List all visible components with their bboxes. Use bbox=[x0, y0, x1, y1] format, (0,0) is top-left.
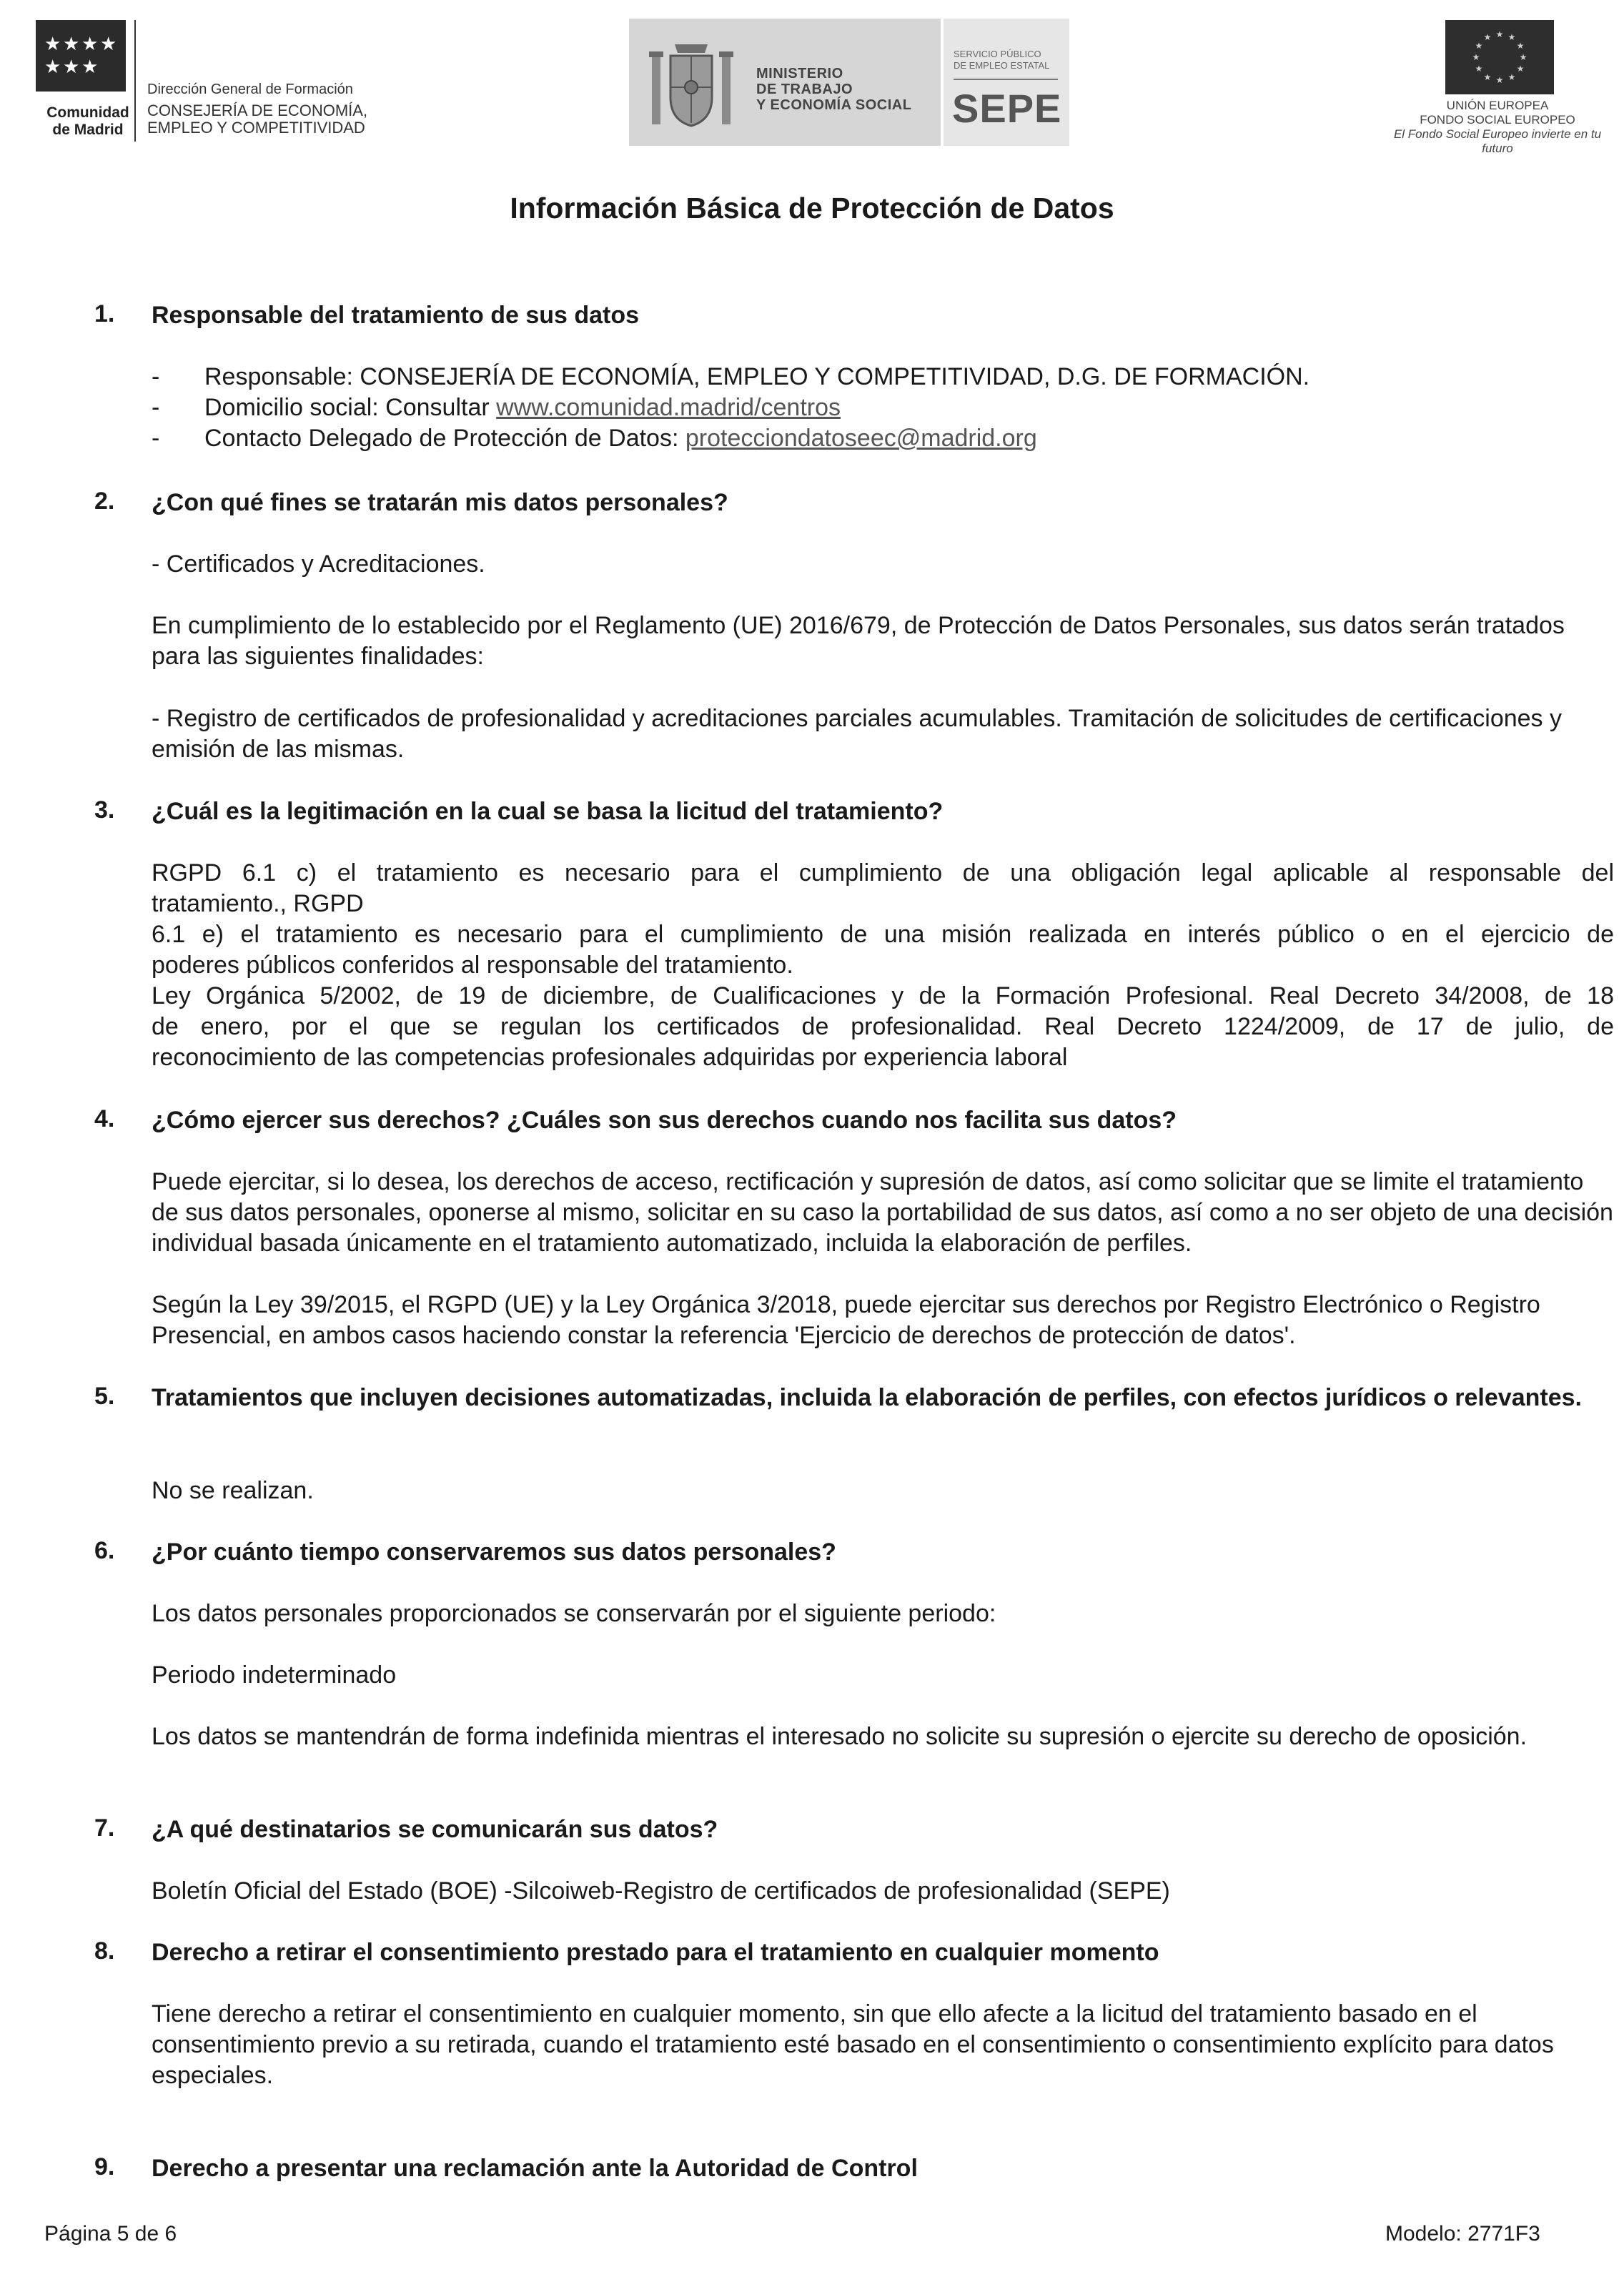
ministerio-name: MINISTERIO DE TRABAJO Y ECONOMÍA SOCIAL bbox=[756, 66, 912, 113]
bullet-dash: - bbox=[152, 394, 160, 421]
spain-coat-of-arms-icon bbox=[649, 34, 733, 130]
section-5-paragraph: No se realizan. bbox=[152, 1477, 314, 1504]
comunidad-madrid-logo bbox=[34, 20, 133, 143]
svg-text:★: ★ bbox=[1475, 64, 1483, 74]
legal-basis-line: reconocimiento de las competencias profesionales adquiridas por experiencia laboral bbox=[152, 1044, 1068, 1071]
responsable-line: Responsable: CONSEJERÍA DE ECONOMÍA, EMPLEO Y COMPETITIVIDAD, D.G. DE FORMACIÓN. bbox=[204, 363, 1310, 390]
section-4-paragraph: Según la Ley 39/2015, el RGPD (UE) y la Ley Orgánica 3/2018, puede ejercitar sus derechos por Registro Electrónico o Registro Presencial, en ambos casos haciendo constar la referencia 'Ejercicio de derechos de protección de datos'. bbox=[152, 1291, 1540, 1349]
svg-text:★: ★ bbox=[1495, 75, 1504, 85]
page-title: Información Básica de Protección de Datos bbox=[510, 192, 1114, 224]
section-4-paragraph: Puede ejercitar, si lo desea, los derechos de acceso, rectificación y supresión de datos, así como solicitar que se limite el tratamiento de sus datos personales, oponerse al mismo, solicitar en su caso la portabilidad de sus datos, así como a no ser objeto de una decisión individual basada únicamente en el tratamiento automatizado, incluida la elaboración de perfiles. bbox=[152, 1168, 1613, 1257]
section-2-heading: ¿Con qué fines se tratarán mis datos personales? bbox=[152, 489, 728, 516]
legal-basis-line: poderes públicos conferidos al responsable del tratamiento. bbox=[152, 952, 793, 979]
section-2-paragraph: - Certificados y Acreditaciones. bbox=[152, 550, 485, 578]
section-2-number: 2. bbox=[94, 488, 115, 515]
section-8-number: 8. bbox=[94, 1937, 115, 1965]
section-6-number: 6. bbox=[94, 1537, 115, 1564]
section-5-heading: Tratamientos que incluyen decisiones automatizadas, incluida la elaboración de perfiles, con efectos jurídicos o relevantes. bbox=[152, 1384, 1582, 1411]
section-1-number: 1. bbox=[94, 300, 115, 327]
domicilio-line: Domicilio social: Consultar www.comunidad.madrid/centros bbox=[204, 394, 841, 421]
section-4-number: 4. bbox=[94, 1105, 115, 1132]
legal-basis-line: Ley Orgánica 5/2002, de 19 de diciembre, de Cualificaciones y de la Formación Profesional. Real Decreto 34/2008, de 18 bbox=[152, 982, 1614, 1009]
section-6-paragraph: Los datos personales proporcionados se conservarán por el siguiente periodo: bbox=[152, 1600, 996, 1627]
svg-text:★: ★ bbox=[1483, 72, 1492, 82]
ministerio-sepe-logo bbox=[629, 19, 1066, 146]
section-3-number: 3. bbox=[94, 796, 115, 824]
contacto-line: Contacto Delegado de Protección de Datos: protecciondatoseec@madrid.org bbox=[204, 425, 1037, 452]
svg-text:★: ★ bbox=[1507, 72, 1516, 82]
section-8-paragraph: Tiene derecho a retirar el consentimiento en cualquier momento, sin que ello afecte a la licitud del tratamiento basado en el consentimiento previo a su retirada, cuando el tratamiento esté basado en el consentimiento o consentimiento explícito para datos especiales. bbox=[152, 2000, 1554, 2089]
svg-text:★: ★ bbox=[1519, 52, 1528, 62]
svg-text:★: ★ bbox=[1516, 64, 1525, 74]
dpo-email-link[interactable]: protecciondatoseec@madrid.org bbox=[685, 425, 1037, 452]
consejeria-text: Dirección General de Formación CONSEJERÍA DE ECONOMÍA, EMPLEO Y COMPETITIVIDAD bbox=[147, 82, 368, 137]
bullet-dash: - bbox=[152, 363, 160, 390]
section-9-heading: Derecho a presentar una reclamación ante la Autoridad de Control bbox=[152, 2155, 918, 2182]
model-code: Modelo: 2771F3 bbox=[1385, 2222, 1540, 2246]
section-6-heading: ¿Por cuánto tiempo conservaremos sus datos personales? bbox=[152, 1538, 836, 1566]
section-5-number: 5. bbox=[94, 1383, 115, 1410]
eu-text: UNIÓN EUROPEA FONDO SOCIAL EUROPEO El Fondo Social Europeo invierte en tu futuro bbox=[1393, 99, 1602, 155]
section-3-heading: ¿Cuál es la legitimación en la cual se basa la licitud del tratamiento? bbox=[152, 798, 944, 825]
page-number: Página 5 de 6 bbox=[44, 2222, 177, 2246]
madrid-flag-icon: ★ ★ ★ ★ ★ ★ ★ bbox=[36, 20, 126, 92]
legal-basis-line: tratamiento., RGPD bbox=[152, 890, 364, 917]
section-9-number: 9. bbox=[94, 2153, 115, 2180]
legal-basis-line: 6.1 e) el tratamiento es necesario para el cumplimiento de una misión realizada en interés público o en el ejercicio de bbox=[152, 921, 1614, 948]
section-7-paragraph: Boletín Oficial del Estado (BOE) -Silcoiweb-Registro de certificados de profesionalidad (SEPE) bbox=[152, 1877, 1170, 1905]
svg-text:★: ★ bbox=[1507, 32, 1516, 42]
svg-text:★: ★ bbox=[1516, 41, 1525, 51]
section-1-heading: Responsable del tratamiento de sus datos bbox=[152, 302, 640, 329]
section-6-paragraph: Los datos se mantendrán de forma indefinida mientras el interesado no solicite su supresión o ejercite su derecho de oposición. bbox=[152, 1723, 1528, 1750]
comunidad-centros-link[interactable]: www.comunidad.madrid/centros bbox=[496, 394, 841, 421]
sepe-divider bbox=[954, 79, 1058, 80]
legal-basis-line: de enero, por el que se regulan los certificados de profesionalidad. Real Decreto 1224/2009, de 17 de julio, de bbox=[152, 1013, 1614, 1040]
sepe-wordmark: SEPE bbox=[952, 86, 1062, 131]
section-2-paragraph: En cumplimiento de lo establecido por el Reglamento (UE) 2016/679, de Protección de Datos Personales, sus datos serán tratados para las siguientes finalidades: bbox=[152, 612, 1565, 670]
sepe-subtitle: SERVICIO PÚBLICO DE EMPLEO ESTATAL bbox=[954, 49, 1050, 71]
section-2-paragraph: - Registro de certificados de profesionalidad y acreditaciones parciales acumulables. Tramitación de solicitudes de certificaciones y emisión de las mismas. bbox=[152, 705, 1562, 763]
section-4-heading: ¿Cómo ejercer sus derechos? ¿Cuáles son sus derechos cuando nos facilita sus datos? bbox=[152, 1107, 1177, 1134]
svg-text:★: ★ bbox=[1495, 29, 1504, 39]
sepe-logo bbox=[941, 19, 1069, 146]
section-8-heading: Derecho a retirar el consentimiento prestado para el tratamiento en cualquier momento bbox=[152, 1939, 1159, 1966]
comunidad-madrid-name: Comunidad de Madrid bbox=[46, 104, 129, 138]
svg-text:★: ★ bbox=[1475, 41, 1483, 51]
legal-basis-line: RGPD 6.1 c) el tratamiento es necesario para el cumplimiento de una obligación legal aplicable al responsable del bbox=[152, 859, 1614, 886]
logo-divider bbox=[134, 20, 136, 142]
svg-text:★: ★ bbox=[1472, 52, 1480, 62]
section-6-paragraph: Periodo indeterminado bbox=[152, 1661, 397, 1689]
section-7-number: 7. bbox=[94, 1814, 115, 1842]
eu-flag-icon bbox=[1445, 20, 1554, 94]
bullet-dash: - bbox=[152, 425, 160, 452]
section-7-heading: ¿A qué destinatarios se comunicarán sus datos? bbox=[152, 1816, 718, 1843]
svg-text:★: ★ bbox=[1483, 32, 1492, 42]
